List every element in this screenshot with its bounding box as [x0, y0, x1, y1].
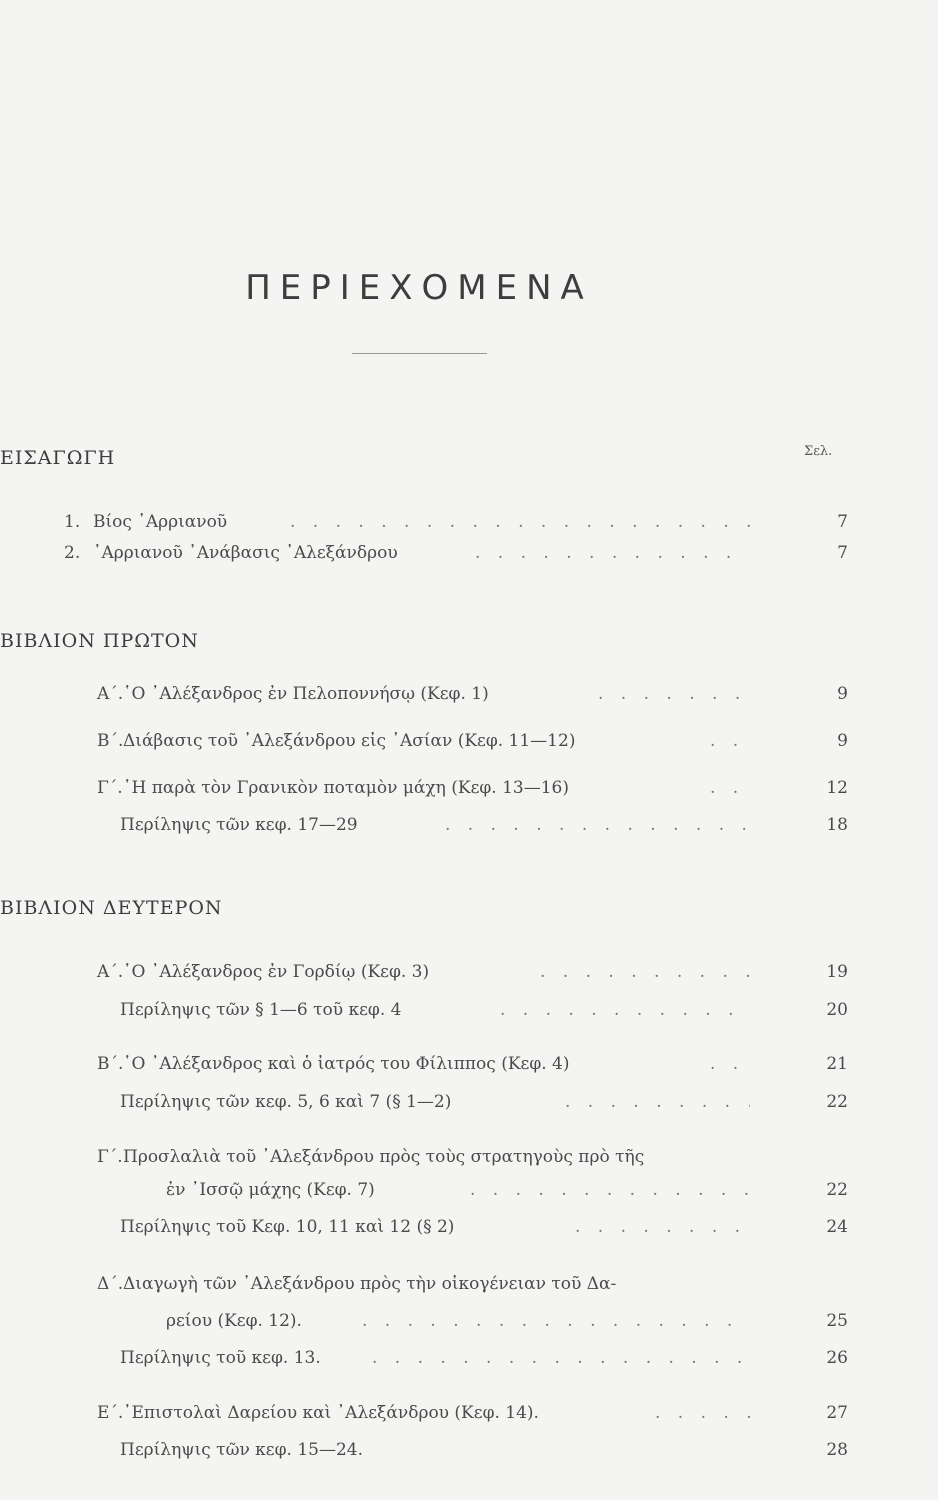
toc-entry	[0, 731, 938, 759]
toc-entry	[0, 1180, 938, 1208]
toc-entry-text: Περίληψις τῶν κεφ. 15—24.	[120, 1440, 363, 1460]
toc-entry-text: Περίληψις τοῦ κεφ. 13.	[120, 1348, 321, 1368]
toc-entry-text: Περίληψις τῶν κεφ. 5, 6 καὶ 7 (§ 1—2)	[120, 1092, 452, 1112]
toc-entry	[0, 1217, 938, 1245]
toc-entry-page: 9	[837, 684, 848, 704]
toc-entry-text: Περίληψις τοῦ Κεφ. 10, 11 καὶ 12 (§ 2)	[120, 1217, 455, 1237]
leader-dots	[710, 778, 755, 798]
toc-entry-label: Δ΄.	[97, 1274, 124, 1294]
toc-entry-page: 12	[826, 778, 848, 798]
toc-entry-text: ἐν ᾽Ισσῷ μάχης (Κεφ. 7)	[166, 1180, 375, 1200]
leader-dots	[500, 1000, 750, 1020]
page-column-label: Σελ.	[804, 444, 833, 459]
leader-dots	[710, 731, 755, 751]
toc-entry	[0, 684, 938, 712]
toc-entry-page: 18	[826, 815, 848, 835]
leader-dots	[445, 815, 750, 835]
leader-dots	[575, 1217, 750, 1237]
section-heading-intro: ΕΙΣΑΓΩΓΗ	[0, 447, 116, 469]
section-heading-book1: ΒΙΒΛΙΟΝ ΠΡΩΤΟΝ	[0, 630, 199, 652]
toc-entry-text: ῾Ο ᾽Αλέξανδρος καὶ ὁ ἰατρός του Φίλιππος (Κεφ. 4)	[123, 1054, 570, 1074]
toc-entry-page: 25	[826, 1311, 848, 1331]
toc-entry-page: 24	[826, 1217, 848, 1237]
toc-entry-label: Α΄.	[97, 684, 124, 704]
toc-entry-page: 27	[826, 1403, 848, 1423]
toc-entry-page: 7	[837, 512, 848, 532]
toc-entry-text: ῾Ο ᾽Αλέξανδρος ἐν Πελοποννήσῳ (Κεφ. 1)	[123, 684, 489, 704]
toc-entry-page: 7	[837, 543, 848, 563]
leader-dots	[655, 1403, 755, 1423]
section-heading-book2: ΒΙΒΛΙΟΝ ΔΕΥΤΕΡΟΝ	[0, 897, 223, 919]
toc-entry-page: 22	[826, 1092, 848, 1112]
toc-entry-text: ρείου (Κεφ. 12).	[166, 1311, 302, 1331]
toc-entry	[0, 962, 938, 990]
toc-entry-label: 1.	[64, 512, 81, 532]
toc-entry	[0, 1403, 938, 1431]
leader-dots	[598, 684, 750, 704]
leader-dots	[362, 1311, 750, 1331]
toc-entry-text: Διάβασις τοῦ ᾽Αλεξάνδρου εἰς ᾽Ασίαν (Κεφ. 11—12)	[123, 731, 576, 751]
toc-entry-page: 26	[826, 1348, 848, 1368]
toc-entry	[0, 1440, 938, 1468]
leader-dots	[475, 543, 750, 563]
title-divider	[352, 353, 487, 354]
toc-entry-label: Β΄.	[97, 1054, 124, 1074]
page-title: ΠΕΡΙΕΧΟΜΕΝΑ	[245, 268, 593, 308]
toc-entry-text: Βίος ᾽Αρριανοῦ	[93, 512, 228, 532]
toc-entry-page: 9	[837, 731, 848, 751]
toc-entry-label: Α΄.	[97, 962, 124, 982]
toc-entry	[0, 815, 938, 843]
toc-entry-label: Γ΄.	[97, 1147, 123, 1167]
leader-dots	[710, 1054, 755, 1074]
toc-entry-page: 20	[826, 1000, 848, 1020]
toc-entry	[0, 1274, 938, 1302]
toc-entry-text: Προσλαλιὰ τοῦ ᾽Αλεξάνδρου πρὸς τοὺς στρατηγοὺς πρὸ τῆς	[123, 1147, 645, 1167]
toc-entry-page: 19	[826, 962, 848, 982]
toc-entry	[0, 543, 938, 571]
toc-entry-label: Ε΄.	[97, 1403, 124, 1423]
toc-entry	[0, 1000, 938, 1028]
toc-entry-text: ᾽Αρριανοῦ ᾽Ανάβασις ᾽Αλεξάνδρου	[93, 543, 398, 563]
toc-entry	[0, 512, 938, 540]
toc-entry-text: Περίληψις τῶν § 1—6 τοῦ κεφ. 4	[120, 1000, 402, 1020]
toc-entry	[0, 778, 938, 806]
leader-dots	[290, 512, 750, 532]
toc-entry	[0, 1311, 938, 1339]
toc-entry-text: Περίληψις τῶν κεφ. 17—29	[120, 815, 358, 835]
toc-entry-text: ῾Ο ᾽Αλέξανδρος ἐν Γορδίῳ (Κεφ. 3)	[123, 962, 430, 982]
toc-entry	[0, 1147, 938, 1175]
toc-entry-label: Γ΄.	[97, 778, 123, 798]
leader-dots	[540, 962, 750, 982]
toc-entry-text: ᾽Επιστολαὶ Δαρείου καὶ ᾽Αλεξάνδρου (Κεφ. 14).	[123, 1403, 539, 1423]
leader-dots	[470, 1180, 750, 1200]
toc-entry-page: 28	[826, 1440, 848, 1460]
toc-entry-text: ῾Η παρὰ τὸν Γρανικὸν ποταμὸν μάχη (Κεφ. 13—16)	[123, 778, 569, 798]
toc-entry	[0, 1092, 938, 1120]
toc-entry-page: 22	[826, 1180, 848, 1200]
toc-entry-label: Β΄.	[97, 731, 124, 751]
toc-entry-page: 21	[826, 1054, 848, 1074]
toc-entry-label: 2.	[64, 543, 81, 563]
toc-entry-text: Διαγωγὴ τῶν ᾽Αλεξάνδρου πρὸς τὴν οἰκογένειαν τοῦ Δα-	[123, 1274, 617, 1294]
leader-dots	[372, 1348, 750, 1368]
leader-dots	[565, 1092, 750, 1112]
toc-entry	[0, 1054, 938, 1082]
toc-entry	[0, 1348, 938, 1376]
